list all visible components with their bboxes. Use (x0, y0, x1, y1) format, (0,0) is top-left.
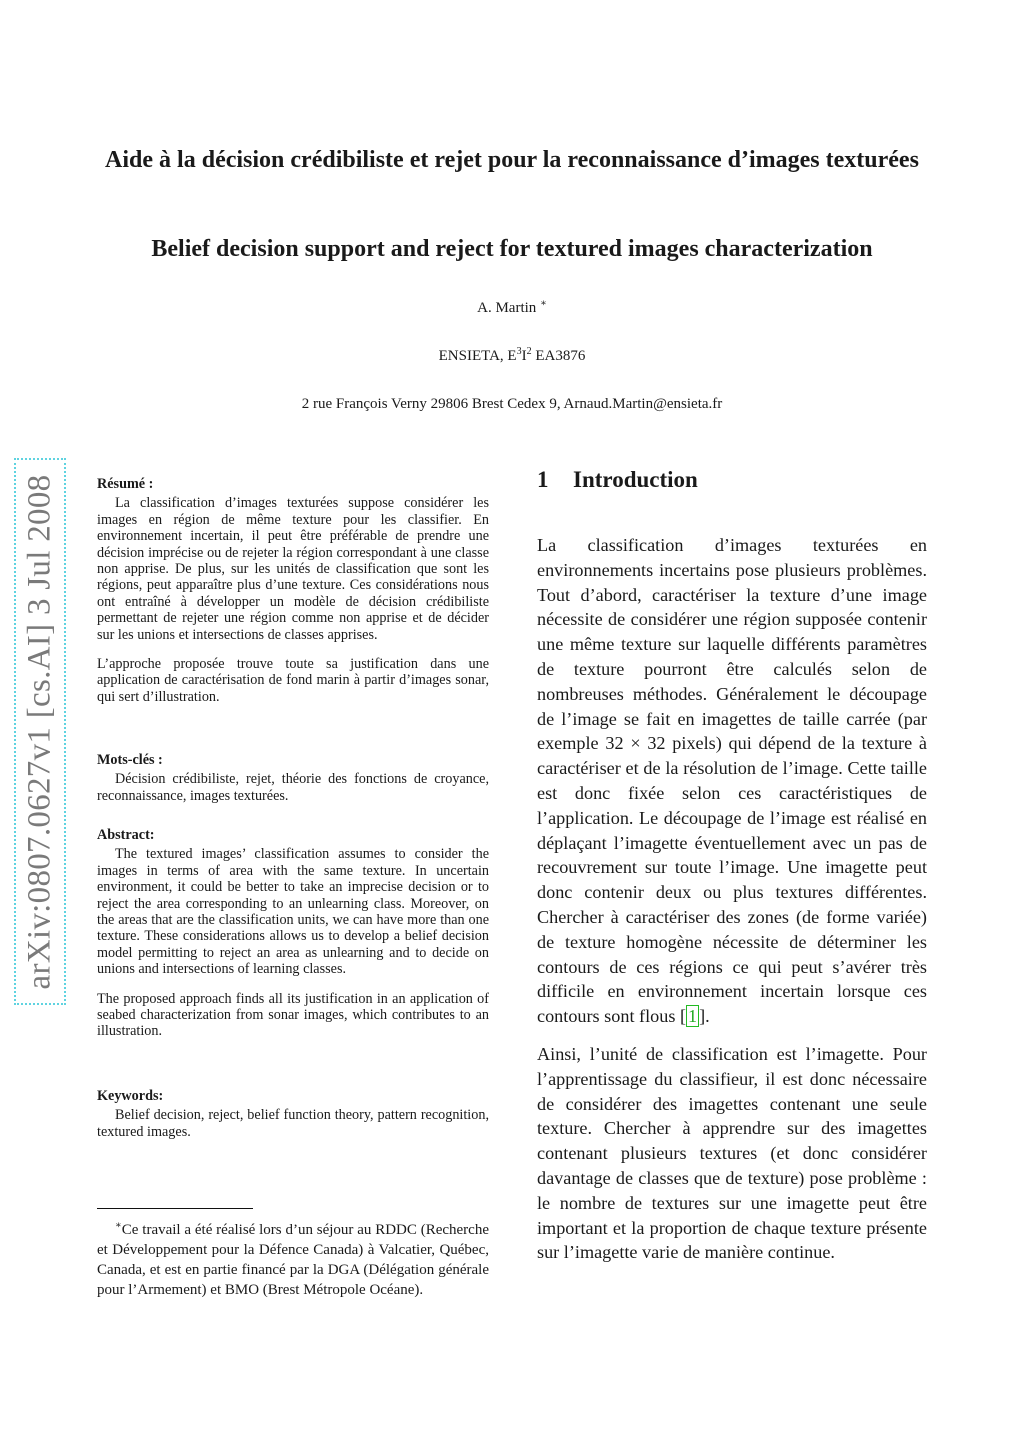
keywords-text: Belief decision, reject, belief function theory, pattern recognition, textured images. (97, 1107, 489, 1140)
author-line (80, 298, 944, 317)
affiliation-suffix: EA3876 (531, 348, 586, 364)
affiliation-sup-2: 2 (526, 346, 532, 357)
title-english: Belief decision support and reject for textured images characterization (151, 236, 873, 262)
resume-section (97, 476, 489, 705)
affiliation-mid: I (521, 348, 527, 364)
intro-paragraph-1 (537, 533, 927, 1029)
resume-paragraph-2: L’approche proposée trouve toute sa justification dans une application de caractérisation de fond marin à partir d’images sonar, qui sert d’illustration. (97, 656, 489, 705)
citation-link[interactable]: 1 (688, 1006, 698, 1027)
abstract-paragraph-2: The proposed approach finds all its justification in an application of seabed characterization from sonar images, which contributes to an illustration. (97, 990, 489, 1040)
keywords-section (97, 1088, 489, 1140)
abstract-section (97, 827, 489, 1040)
motscles-heading: Mots-clés : (97, 752, 163, 768)
motscles-text: Décision crédibiliste, rejet, théorie des fonctions de croyance, reconnaissance, images texturées. (97, 771, 489, 804)
author-name: A. Martin (477, 300, 537, 316)
section-number: 1 (537, 467, 549, 492)
author-footnote-mark: ∗ (540, 298, 547, 309)
motscles-section (97, 752, 489, 804)
intro-paragraph-1-text: La classification d’images texturées en environnements incertains pose plusieurs problèmes. Tout d’abord, caractériser la texture d’une image nécessite de considérer une région supposée contenir une même texture sur laquelle différents paramètres de texture pourront être calculés selon de nombreuses méthodes. Généralement le découpage de l’image se fait en imagettes de taille carrée (par exemple 32 × 32 pixels) qui dépend de la texture à caractériser et de la résolution de l’image. Cette taille est donc fixée selon ces caractéristiques de l’application. Le découpage de l’image est réalisé en déplaçant l’imagette éventuellement avec un pas de recouvrement sur toute l’image. Une imagette peut donc contenir deux ou plus textures différentes. Chercher à caractériser des zones (de forme variée) de texture homogène nécessite de déterminer les contours de ces régions ce qui peut s’avérer très difficile en environnement incertain lorsque ces contours sont flous [ (537, 535, 927, 1027)
arxiv-stamp-text: arXiv:0807.0627v1 [cs.AI] 3 Jul 2008 (21, 474, 58, 989)
footnote (97, 1216, 489, 1300)
footnote-body: Ce travail a été réalisé lors d’un séjour au RDDC (Recherche et Développement pour la Défence Canada) à Valcatier, Québec, Canada, et est en partie financé par la DGA (Délégation générale pour l’Armement) et BMO (Brest Métropole Océane). (97, 1222, 489, 1298)
resume-paragraph-1: La classification d’images texturées suppose considérer les images en région de même texture pour les classifier. En environnement incertain, il peut être préférable de prendre une décision imprécise ou de rejeter la région correspondant à une classe non apprise. De plus, sur les unités de classification que sont les régions, peut apparaître plus d’une texture. Ces considérations nous ont entraîné à développer un modèle de décision crédibiliste permettant de rejeter une région comme non apprise et de décider sur les unions et intersections de classes apprises. (97, 495, 489, 643)
abstract-heading: Abstract: (97, 827, 155, 843)
footnote-mark: ∗ (115, 1220, 122, 1231)
intro-body (537, 533, 927, 1265)
affiliation (80, 346, 944, 365)
footnote-text (97, 1216, 489, 1300)
affiliation-prefix: ENSIETA, E (438, 348, 517, 364)
arxiv-stamp (14, 458, 66, 1005)
intro-paragraph-2: Ainsi, l’unité de classification est l’imagette. Pour l’apprentissage du classifieur, il est donc nécessaire de considérer des imagettes contenant une seule texture. Chercher à apprendre sur des imagettes contenant plusieurs textures (et donc considérer davantage de classes que de texture) pose problème : le nombre de textures sur une imagette peut être important et la proportion de chaque texture présente sur l’imagette varie de manière continue. (537, 1043, 927, 1263)
section-title: Introduction (573, 467, 698, 492)
footnote-rule (97, 1208, 253, 1209)
abstract-paragraph-1: The textured images’ classification assumes to consider the images in terms of area with the same texture. In uncertain environment, it could be better to take an imprecise decision or to reject the area corresponding to an unlearning class. Moreover, on the areas that are the classification units, we can have more than one texture. These considerations allows us to develop a belief decision model permitting to reject an area as unlearning and to decide on unions and intersections of learning classes. (97, 846, 489, 978)
address: 2 rue François Verny 29806 Brest Cedex 9, Arnaud.Martin@ensieta.fr (301, 396, 723, 412)
title-french: Aide à la décision crédibiliste et rejet pour la reconnaissance d’images texturées (105, 147, 919, 173)
keywords-heading: Keywords: (97, 1088, 164, 1104)
resume-heading: Résumé : (97, 476, 154, 492)
section-heading (537, 467, 698, 493)
intro-paragraph-1-end: ]. (699, 1006, 710, 1027)
affiliation-sup-1: 3 (516, 346, 522, 357)
